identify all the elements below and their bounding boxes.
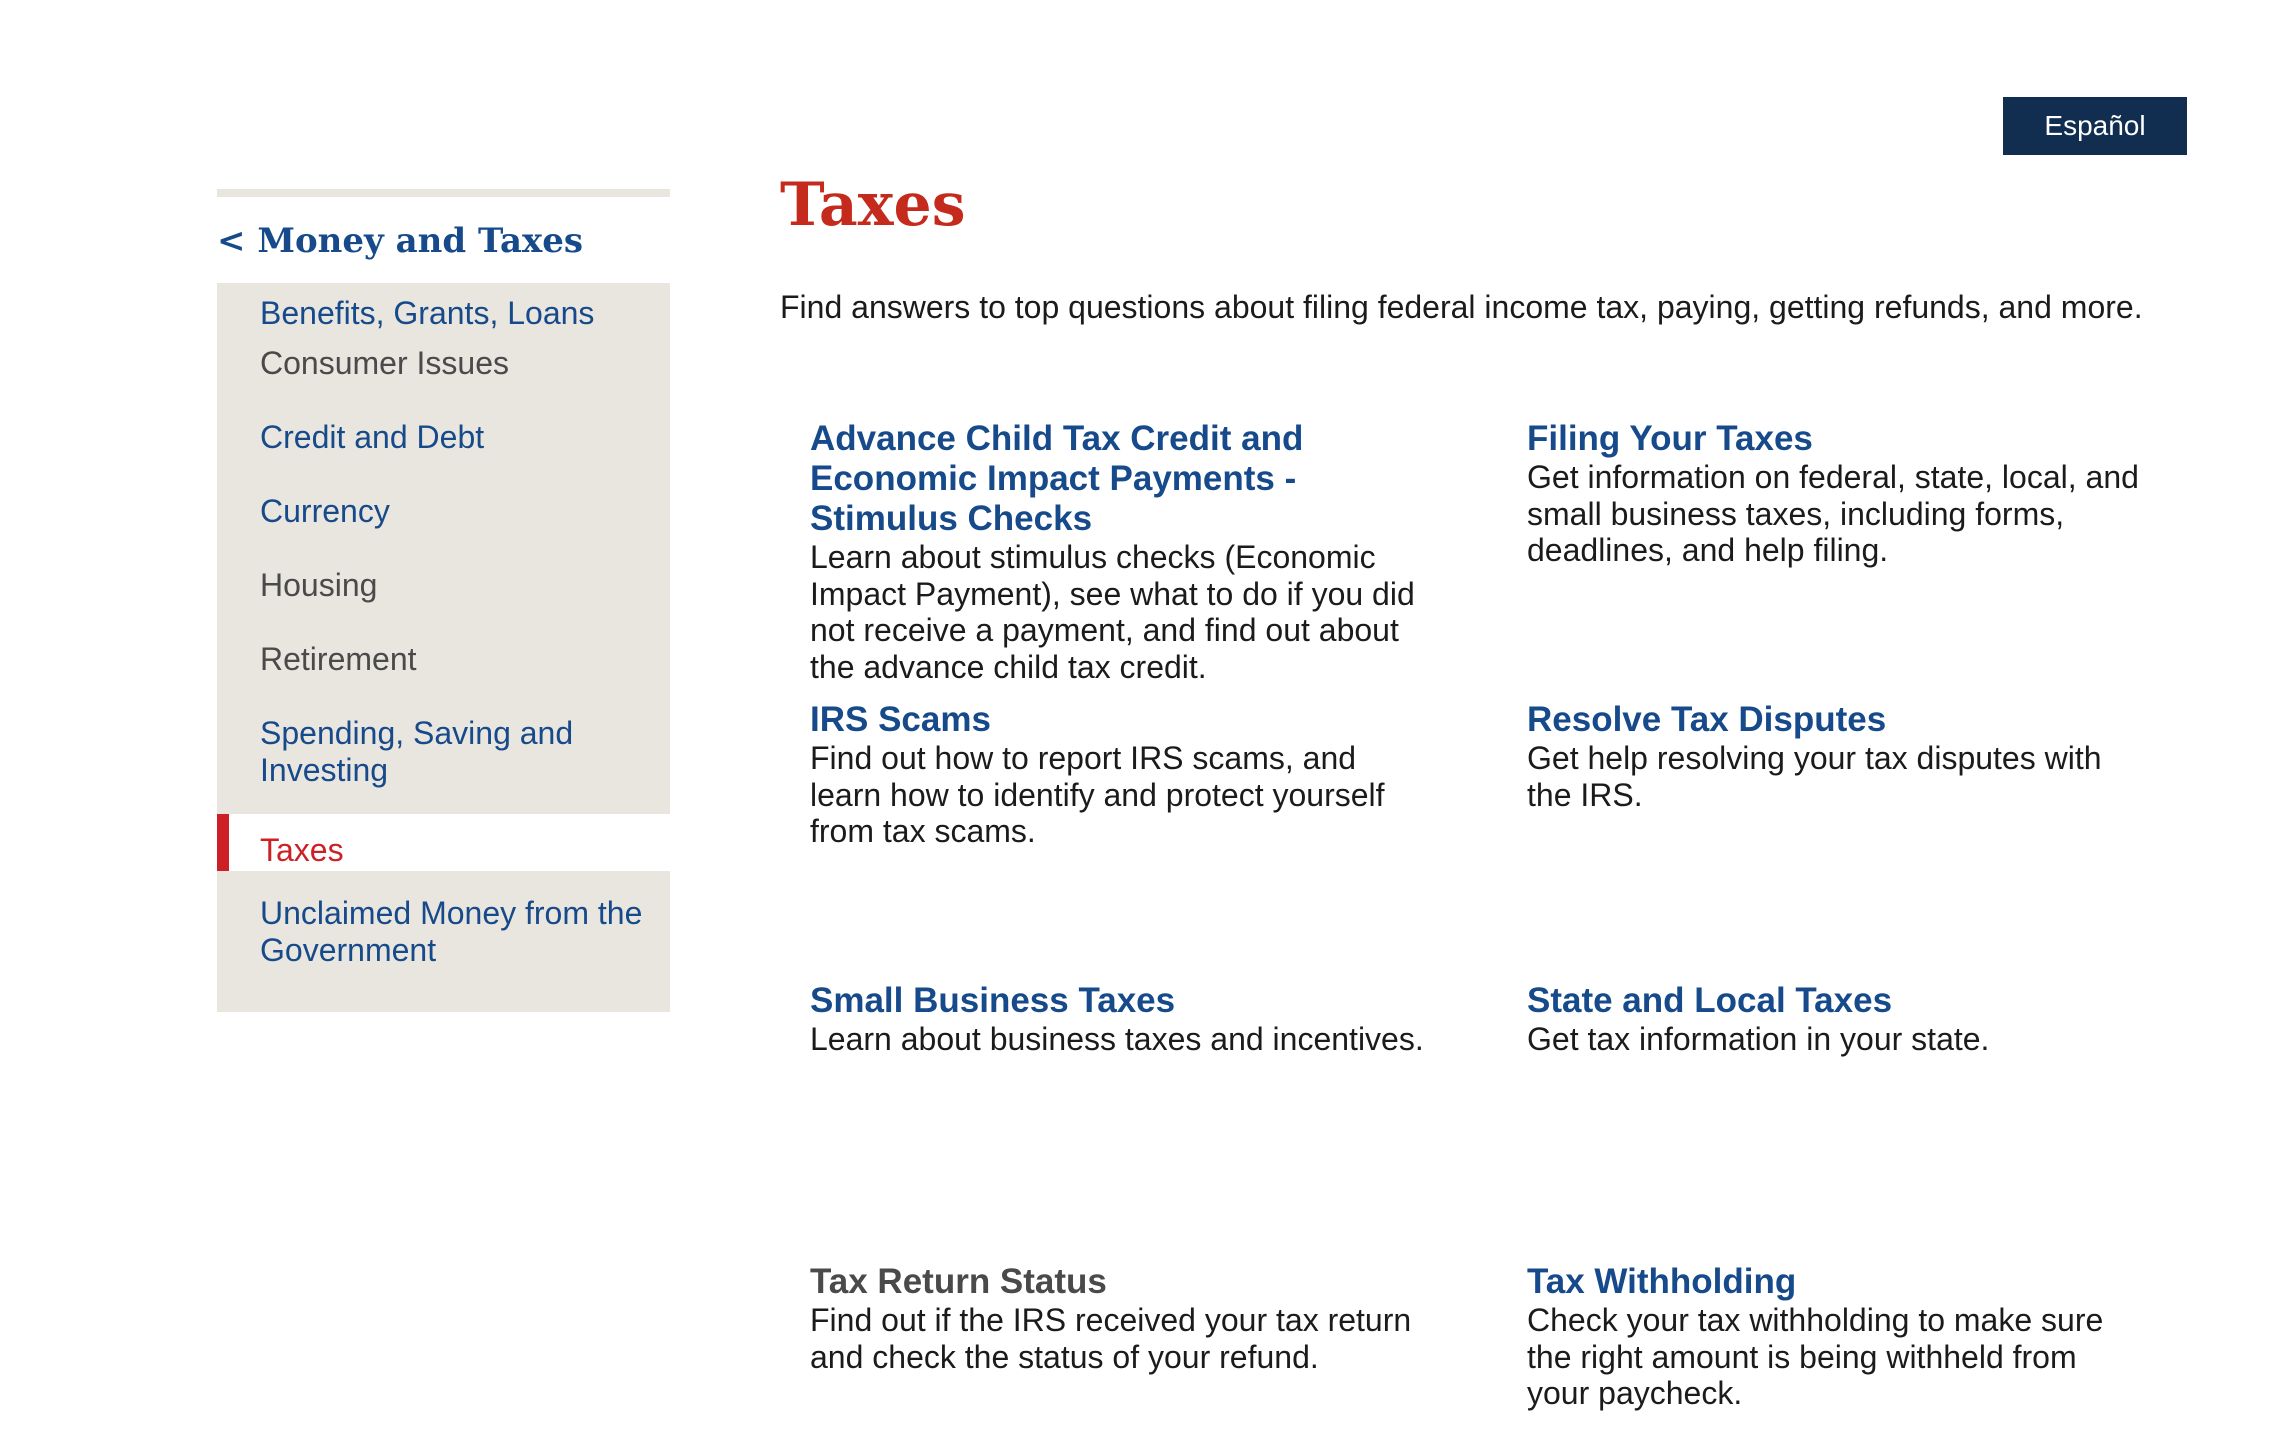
topic-card-description: Get information on federal, state, local, and small business taxes, including forms, deadlines, and help filing. <box>1527 459 2139 568</box>
topic-card <box>1527 981 2147 1058</box>
sidebar-item-label[interactable]: Spending, Saving and Investing <box>260 715 574 788</box>
topic-card-title-link[interactable]: Advance Child Tax Credit and Economic Impact Payments - Stimulus Checks <box>810 419 1304 538</box>
sidebar-item-unclaimed-money[interactable] <box>217 871 670 1012</box>
topic-card <box>810 981 1430 1058</box>
sidebar-item-housing[interactable] <box>217 555 670 629</box>
sidebar-item-spending-saving-investing[interactable] <box>217 703 670 814</box>
topic-card <box>1527 419 2147 569</box>
sidebar-item-label[interactable]: Housing <box>260 567 378 603</box>
topic-card-title-link[interactable]: Tax Return Status <box>810 1262 1107 1301</box>
sidebar-item-label[interactable]: Taxes <box>260 832 344 868</box>
topic-card-description: Find out if the IRS received your tax return and check the status of your refund. <box>810 1302 1412 1375</box>
sidebar-nav <box>217 189 670 1012</box>
sidebar-item-consumer-issues[interactable] <box>217 333 670 407</box>
topic-card-description: Learn about business taxes and incentives. <box>810 1021 1424 1057</box>
sidebar-item-label[interactable]: Credit and Debt <box>260 419 485 455</box>
sidebar-item-label[interactable]: Retirement <box>260 641 417 677</box>
sidebar-item-credit-and-debt[interactable] <box>217 407 670 481</box>
sidebar-item-taxes[interactable] <box>217 814 670 871</box>
topic-card-description: Learn about stimulus checks (Economic Impact Payment), see what to do if you did not receive a payment, and find out about the advance child tax credit. <box>810 539 1415 685</box>
espanol-language-button[interactable]: Español <box>2003 97 2187 155</box>
topic-card <box>1527 700 2147 813</box>
topic-card-title-link[interactable]: IRS Scams <box>810 700 991 739</box>
topic-card-title-link[interactable]: State and Local Taxes <box>1527 981 1893 1020</box>
topic-card-description: Check your tax withholding to make sure the right amount is being withheld from your paycheck. <box>1527 1302 2104 1411</box>
topic-card-description: Find out how to report IRS scams, and learn how to identify and protect yourself from tax scams. <box>810 740 1385 849</box>
sidebar-item-currency[interactable] <box>217 481 670 555</box>
sidebar-top-rule <box>217 189 670 197</box>
sidebar-list <box>217 283 670 1012</box>
sidebar-item-label[interactable]: Unclaimed Money from the Government <box>260 895 643 968</box>
sidebar-item-retirement[interactable] <box>217 629 670 703</box>
sidebar-item-label[interactable]: Benefits, Grants, Loans <box>260 295 595 331</box>
topic-card-description: Get tax information in your state. <box>1527 1021 1990 1057</box>
topic-card <box>810 1262 1430 1375</box>
page-intro: Find answers to top questions about filing federal income tax, paying, getting refunds, and more. <box>780 289 2143 325</box>
topic-card-title-link[interactable]: Small Business Taxes <box>810 981 1176 1020</box>
sidebar-item-label[interactable]: Consumer Issues <box>260 345 509 381</box>
sidebar-item-benefits-grants-loans[interactable] <box>217 283 670 333</box>
page-title: Taxes <box>780 170 966 240</box>
topic-card <box>810 419 1430 685</box>
topic-card <box>810 700 1430 850</box>
topic-card-title-link[interactable]: Filing Your Taxes <box>1527 419 1813 458</box>
topic-card <box>1527 1262 2147 1412</box>
sidebar-item-label[interactable]: Currency <box>260 493 390 529</box>
topic-card-title-link[interactable]: Resolve Tax Disputes <box>1527 700 1887 739</box>
sidebar-parent-link[interactable]: < Money and Taxes <box>217 221 584 261</box>
active-indicator-bar <box>217 814 229 871</box>
topic-card-description: Get help resolving your tax disputes with the IRS. <box>1527 740 2102 813</box>
topic-card-title-link[interactable]: Tax Withholding <box>1527 1262 1797 1301</box>
